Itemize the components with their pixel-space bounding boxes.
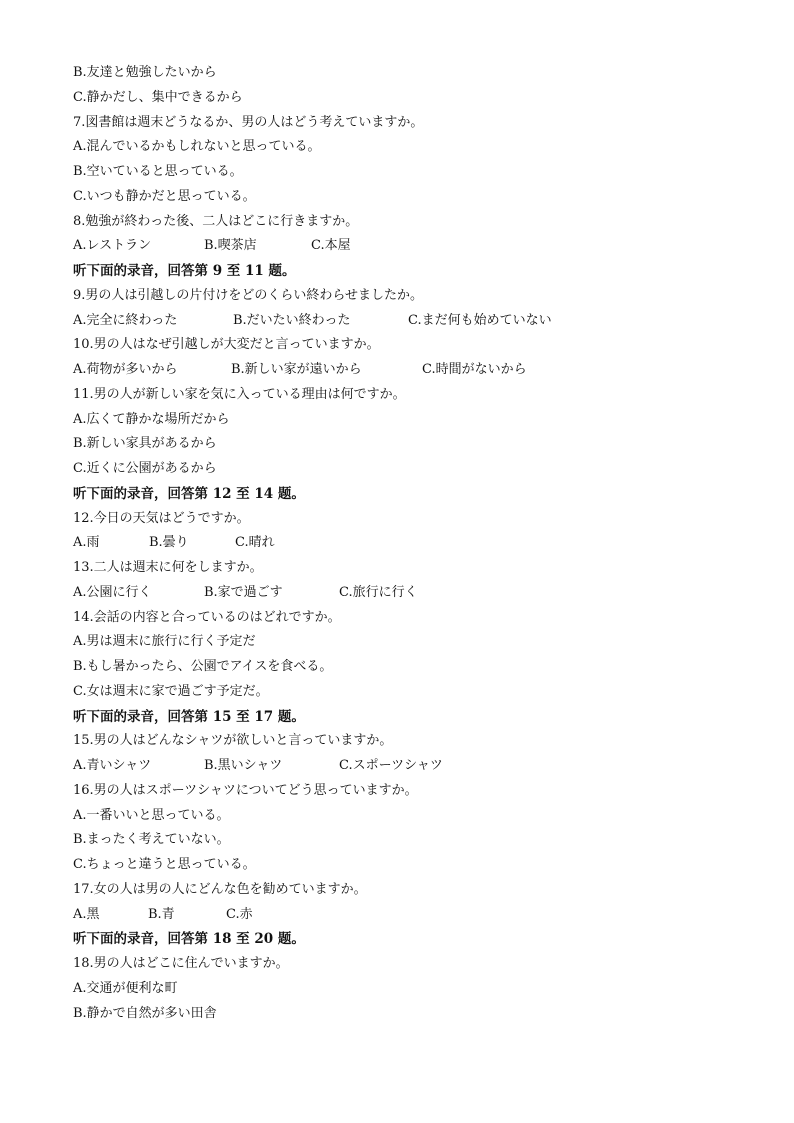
answer-choice: B.友達と勉強したいから <box>73 65 217 80</box>
question-text: 13.二人は週末に何をしますか。 <box>73 560 263 575</box>
answer-option: C.旅行に行く <box>339 584 418 600</box>
answer-option: A.青いシャツ <box>73 758 152 773</box>
answer-option: C.まだ何も始めていない <box>408 312 552 328</box>
answer-choice: C.近くに公園があるから <box>73 461 217 476</box>
question-text: 9.男の人は引越しの片付けをどのくらい終わらせましたか。 <box>73 287 424 303</box>
answer-choice: C.ちょっと違うと思っている。 <box>73 857 256 872</box>
answer-choice: C.いつも静かだと思っている。 <box>73 188 256 204</box>
answer-option: B.曇り <box>149 535 189 551</box>
answer-option: B.だいたい終わった <box>233 312 351 328</box>
answer-choice: C.女は週末に家で過ごす予定だ。 <box>73 683 269 699</box>
answer-option: B.青 <box>148 906 175 922</box>
answer-choice: B.空いていると思っている。 <box>73 164 243 179</box>
question-text: 18.男の人はどこに住んでいますか。 <box>73 956 289 971</box>
question-text: 17.女の人は男の人にどんな色を勧めていますか。 <box>73 881 367 897</box>
question-text: 10.男の人はなぜ引越しが大変だと言っていますか。 <box>73 337 380 353</box>
answer-option: C.赤 <box>226 906 253 922</box>
answer-choice: C.静かだし、集中できるから <box>73 89 243 105</box>
answer-option: B.黒いシャツ <box>204 758 283 773</box>
question-text: 11.男の人が新しい家を気に入っている理由は何ですか。 <box>73 386 406 402</box>
section-heading: 听下面的录音，回答第 18 至 20 题。 <box>73 931 305 948</box>
answer-option: B.新しい家が遠いから <box>231 362 362 377</box>
answer-choice: A.男は週末に旅行に行く予定だ <box>73 634 256 650</box>
question-text: 15.男の人はどんなシャツが欲しいと言っていますか。 <box>73 733 393 749</box>
answer-choice: B.もし暑かったら、公園でアイスを食べる。 <box>73 659 333 674</box>
answer-option: C.本屋 <box>311 238 351 254</box>
answer-option: C.晴れ <box>235 535 275 551</box>
answer-choice: B.まったく考えていない。 <box>73 832 230 848</box>
answer-choice: A.一番いいと思っている。 <box>73 807 230 823</box>
section-heading: 听下面的录音，回答第 9 至 11 题。 <box>73 263 296 279</box>
answer-option: C.時間がないから <box>422 362 527 377</box>
question-text: 12.今日の天気はどうですか。 <box>73 510 250 526</box>
answer-option: A.公園に行く <box>73 584 152 600</box>
answer-choice: A.交通が便利な町 <box>73 980 178 996</box>
answer-choice: A.広くて静かな場所だから <box>73 411 230 427</box>
answer-choice: A.混んでいるかもしれないと思っている。 <box>73 139 321 155</box>
question-text: 16.男の人はスポーツシャツについてどう思っていますか。 <box>73 782 418 798</box>
answer-option: A.雨 <box>73 535 100 551</box>
question-text: 8.勉強が終わった後、二人はどこに行きますか。 <box>73 213 359 229</box>
answer-option: A.完全に終わった <box>73 312 178 328</box>
answer-option: B.家で過ごす <box>204 584 283 600</box>
section-heading: 听下面的录音，回答第 12 至 14 题。 <box>73 485 305 502</box>
question-text: 14.会話の内容と合っているのはどれですか。 <box>73 609 341 625</box>
answer-choice: B.静かで自然が多い田舎 <box>73 1005 217 1021</box>
answer-option: C.スポーツシャツ <box>339 758 443 773</box>
answer-option: A.レストラン <box>73 238 152 254</box>
answer-choice: B.新しい家具があるから <box>73 436 217 452</box>
answer-option: A.黑 <box>73 906 100 922</box>
answer-option: B.喫茶店 <box>204 238 257 254</box>
section-heading: 听下面的录音，回答第 15 至 17 题。 <box>73 708 305 725</box>
question-text: 7.図書館は週末どうなるか、男の人はどう考えていますか。 <box>73 114 424 130</box>
answer-option: A.荷物が多いから <box>73 362 178 377</box>
